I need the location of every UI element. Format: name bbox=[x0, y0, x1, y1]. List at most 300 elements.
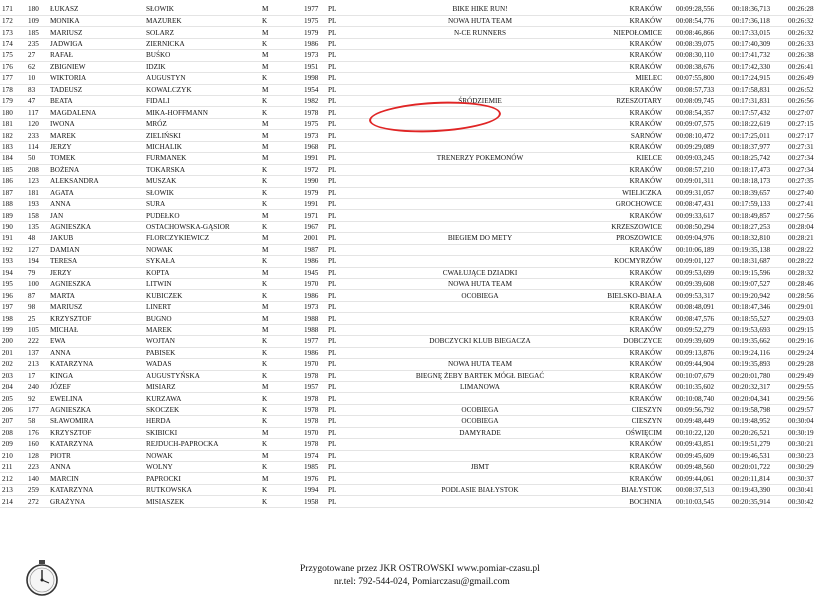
place-cell: 214 bbox=[0, 496, 28, 507]
table-row bbox=[0, 198, 812, 209]
city-cell: RZESZOTARY bbox=[600, 96, 676, 107]
bib-cell: 87 bbox=[28, 290, 50, 301]
first-name-cell: AGNIESZKA bbox=[50, 404, 146, 415]
city-cell: KRAKÓW bbox=[600, 313, 676, 324]
bib-cell: 114 bbox=[28, 141, 50, 152]
split-time-cell: 00:10:08,740 bbox=[676, 393, 732, 404]
place-cell: 178 bbox=[0, 84, 28, 95]
last-name-cell: WADAS bbox=[146, 359, 262, 370]
club-cell: ŚRÓDZIEMIE bbox=[360, 96, 600, 107]
net-time-cell: 00:20:04,341 bbox=[732, 393, 788, 404]
birth-year-cell: 1945 bbox=[304, 267, 328, 278]
nationality-cell: PL bbox=[328, 336, 360, 347]
place-cell: 186 bbox=[0, 176, 28, 187]
bib-cell: 137 bbox=[28, 347, 50, 358]
birth-year-cell: 1987 bbox=[304, 244, 328, 255]
table-row bbox=[0, 38, 812, 49]
last-name-cell: SŁOWIK bbox=[146, 187, 262, 198]
table-row bbox=[0, 427, 812, 438]
club-cell bbox=[360, 198, 600, 209]
table-row bbox=[0, 496, 812, 507]
bib-cell: 233 bbox=[28, 130, 50, 141]
first-name-cell: ALEKSANDRA bbox=[50, 176, 146, 187]
net-time-cell: 00:19:15,596 bbox=[732, 267, 788, 278]
nationality-cell: PL bbox=[328, 107, 360, 118]
gun-time-cell: 00:29:16 bbox=[788, 337, 814, 346]
bib-cell: 109 bbox=[28, 15, 50, 26]
bib-cell: 158 bbox=[28, 210, 50, 221]
split-time-cell: 00:08:39,075 bbox=[676, 38, 732, 49]
place-cell: 201 bbox=[0, 347, 28, 358]
net-time-cell: 00:19:51,279 bbox=[732, 439, 788, 450]
last-name-cell: MRÓZ bbox=[146, 118, 262, 129]
birth-year-cell: 1973 bbox=[304, 130, 328, 141]
place-cell: 213 bbox=[0, 484, 28, 495]
split-time-cell: 00:09:04,976 bbox=[676, 233, 732, 244]
gun-time-cell: 00:27:40 bbox=[788, 188, 814, 197]
table-row bbox=[0, 256, 812, 267]
last-name-cell: MAZUREK bbox=[146, 15, 262, 26]
sex-cell: K bbox=[262, 404, 304, 415]
table-row bbox=[0, 359, 812, 370]
net-time-cell: 00:20:32,317 bbox=[732, 381, 788, 392]
sex-cell: K bbox=[262, 496, 304, 507]
table-row bbox=[0, 450, 812, 461]
sex-cell: K bbox=[262, 221, 304, 232]
city-cell: KRAKÓW bbox=[600, 301, 676, 312]
last-name-cell: FLORCZYKIEWICZ bbox=[146, 233, 262, 244]
city-cell: MIELEC bbox=[600, 73, 676, 84]
place-cell: 175 bbox=[0, 50, 28, 61]
last-name-cell: BUGNO bbox=[146, 313, 262, 324]
place-cell: 207 bbox=[0, 416, 28, 427]
club-cell: OCOBIEGA bbox=[360, 416, 600, 427]
city-cell: KRAKÓW bbox=[600, 279, 676, 290]
city-cell: BOCHNIA bbox=[600, 496, 676, 507]
gun-time-cell: 00:28:21 bbox=[788, 234, 814, 243]
sex-cell: M bbox=[262, 473, 304, 484]
net-time-cell: 00:20:11,814 bbox=[732, 473, 788, 484]
place-cell: 209 bbox=[0, 439, 28, 450]
place-cell: 212 bbox=[0, 473, 28, 484]
place-cell: 208 bbox=[0, 427, 28, 438]
last-name-cell: AUGUSTYN bbox=[146, 73, 262, 84]
birth-year-cell: 1967 bbox=[304, 221, 328, 232]
bib-cell: 235 bbox=[28, 38, 50, 49]
club-cell bbox=[360, 450, 600, 461]
sex-cell: K bbox=[262, 176, 304, 187]
first-name-cell: JERZY bbox=[50, 141, 146, 152]
place-cell: 177 bbox=[0, 73, 28, 84]
gun-time-cell: 00:26:56 bbox=[788, 97, 814, 106]
last-name-cell: SURA bbox=[146, 198, 262, 209]
net-time-cell: 00:17:33,015 bbox=[732, 27, 788, 38]
city-cell: BIAŁYSTOK bbox=[600, 484, 676, 495]
place-cell: 210 bbox=[0, 450, 28, 461]
last-name-cell: MIKA-HOFFMANN bbox=[146, 107, 262, 118]
sex-cell: K bbox=[262, 370, 304, 381]
first-name-cell: MONIKA bbox=[50, 15, 146, 26]
club-cell bbox=[360, 221, 600, 232]
sex-cell: M bbox=[262, 450, 304, 461]
first-name-cell: BOŻENA bbox=[50, 164, 146, 175]
club-cell: OCOBIEGA bbox=[360, 290, 600, 301]
sex-cell: K bbox=[262, 347, 304, 358]
split-time-cell: 00:09:01,127 bbox=[676, 256, 732, 267]
birth-year-cell: 1973 bbox=[304, 50, 328, 61]
first-name-cell: MAGDALENA bbox=[50, 107, 146, 118]
gun-time-cell: 00:30:42 bbox=[788, 497, 814, 506]
place-cell: 203 bbox=[0, 370, 28, 381]
sex-cell: M bbox=[262, 427, 304, 438]
sex-cell: M bbox=[262, 210, 304, 221]
club-cell: LIMANOWA bbox=[360, 381, 600, 392]
last-name-cell: PABISEK bbox=[146, 347, 262, 358]
gun-time-cell: 00:29:03 bbox=[788, 314, 814, 323]
sex-cell: K bbox=[262, 279, 304, 290]
nationality-cell: PL bbox=[328, 473, 360, 484]
place-cell: 185 bbox=[0, 164, 28, 175]
birth-year-cell: 1954 bbox=[304, 84, 328, 95]
birth-year-cell: 1991 bbox=[304, 153, 328, 164]
city-cell: KRAKÓW bbox=[600, 118, 676, 129]
place-cell: 194 bbox=[0, 267, 28, 278]
last-name-cell: WOLNY bbox=[146, 462, 262, 473]
city-cell: OŚWIĘCIM bbox=[600, 427, 676, 438]
gun-time-cell: 00:27:34 bbox=[788, 154, 814, 163]
first-name-cell: KATARZYNA bbox=[50, 484, 146, 495]
net-time-cell: 00:20:01,722 bbox=[732, 462, 788, 473]
table-row bbox=[0, 233, 812, 244]
birth-year-cell: 1958 bbox=[304, 496, 328, 507]
table-row bbox=[0, 393, 812, 404]
nationality-cell: PL bbox=[328, 290, 360, 301]
nationality-cell: PL bbox=[328, 153, 360, 164]
split-time-cell: 00:09:53,317 bbox=[676, 290, 732, 301]
place-cell: 200 bbox=[0, 336, 28, 347]
birth-year-cell: 1978 bbox=[304, 393, 328, 404]
bib-cell: 98 bbox=[28, 301, 50, 312]
split-time-cell: 00:10:07,679 bbox=[676, 370, 732, 381]
nationality-cell: PL bbox=[328, 313, 360, 324]
gun-time-cell: 00:27:56 bbox=[788, 211, 814, 220]
bib-cell: 140 bbox=[28, 473, 50, 484]
club-cell bbox=[360, 73, 600, 84]
last-name-cell: FIDALI bbox=[146, 96, 262, 107]
sex-cell: K bbox=[262, 393, 304, 404]
gun-time-cell: 00:28:56 bbox=[788, 291, 814, 300]
place-cell: 182 bbox=[0, 130, 28, 141]
city-cell: KRAKÓW bbox=[600, 359, 676, 370]
bib-cell: 83 bbox=[28, 84, 50, 95]
nationality-cell: PL bbox=[328, 427, 360, 438]
split-time-cell: 00:09:07,575 bbox=[676, 118, 732, 129]
table-row bbox=[0, 50, 812, 61]
nationality-cell: PL bbox=[328, 73, 360, 84]
club-cell bbox=[360, 130, 600, 141]
gun-time-cell: 00:27:35 bbox=[788, 177, 814, 186]
split-time-cell: 00:08:37,513 bbox=[676, 484, 732, 495]
birth-year-cell: 1951 bbox=[304, 61, 328, 72]
birth-year-cell: 1974 bbox=[304, 450, 328, 461]
gun-time-cell: 00:29:01 bbox=[788, 303, 814, 312]
birth-year-cell: 1986 bbox=[304, 290, 328, 301]
last-name-cell: LINERT bbox=[146, 301, 262, 312]
bib-cell: 62 bbox=[28, 61, 50, 72]
net-time-cell: 00:19:20,942 bbox=[732, 290, 788, 301]
birth-year-cell: 1986 bbox=[304, 38, 328, 49]
bib-cell: 193 bbox=[28, 198, 50, 209]
city-cell: WIELICZKA bbox=[600, 187, 676, 198]
first-name-cell: AGATA bbox=[50, 187, 146, 198]
split-time-cell: 00:09:44,061 bbox=[676, 473, 732, 484]
sex-cell: M bbox=[262, 84, 304, 95]
city-cell: SARNÓW bbox=[600, 130, 676, 141]
sex-cell: K bbox=[262, 439, 304, 450]
sex-cell: M bbox=[262, 50, 304, 61]
bib-cell: 272 bbox=[28, 496, 50, 507]
sex-cell: M bbox=[262, 27, 304, 38]
bib-cell: 160 bbox=[28, 439, 50, 450]
nationality-cell: PL bbox=[328, 198, 360, 209]
nationality-cell: PL bbox=[328, 187, 360, 198]
nationality-cell: PL bbox=[328, 347, 360, 358]
last-name-cell: IDZIK bbox=[146, 61, 262, 72]
birth-year-cell: 1978 bbox=[304, 107, 328, 118]
gun-time-cell: 00:30:23 bbox=[788, 451, 814, 460]
first-name-cell: JAN bbox=[50, 210, 146, 221]
gun-time-cell: 00:30:21 bbox=[788, 440, 814, 449]
nationality-cell: PL bbox=[328, 164, 360, 175]
net-time-cell: 00:19:53,693 bbox=[732, 324, 788, 335]
first-name-cell: ŁUKASZ bbox=[50, 4, 146, 15]
first-name-cell: KINGA bbox=[50, 370, 146, 381]
split-time-cell: 00:09:03,245 bbox=[676, 153, 732, 164]
birth-year-cell: 1970 bbox=[304, 427, 328, 438]
first-name-cell: RAFAŁ bbox=[50, 50, 146, 61]
bib-cell: 185 bbox=[28, 27, 50, 38]
club-cell bbox=[360, 50, 600, 61]
gun-time-cell: 00:30:19 bbox=[788, 428, 814, 437]
last-name-cell: TOKARSKA bbox=[146, 164, 262, 175]
city-cell: KRAKÓW bbox=[600, 347, 676, 358]
last-name-cell: PAPROCKI bbox=[146, 473, 262, 484]
first-name-cell: AGNIESZKA bbox=[50, 279, 146, 290]
net-time-cell: 00:18:36,713 bbox=[732, 4, 788, 15]
nationality-cell: PL bbox=[328, 27, 360, 38]
gun-time-cell: 00:26:41 bbox=[788, 62, 814, 71]
city-cell: KRAKÓW bbox=[600, 450, 676, 461]
club-cell bbox=[360, 347, 600, 358]
sex-cell: M bbox=[262, 301, 304, 312]
gun-time-cell: 00:29:49 bbox=[788, 371, 814, 380]
place-cell: 198 bbox=[0, 313, 28, 324]
net-time-cell: 00:17:57,432 bbox=[732, 107, 788, 118]
first-name-cell: BEATA bbox=[50, 96, 146, 107]
sex-cell: M bbox=[262, 61, 304, 72]
bib-cell: 181 bbox=[28, 187, 50, 198]
table-row bbox=[0, 439, 812, 450]
gun-time-cell: 00:26:32 bbox=[788, 17, 814, 26]
birth-year-cell: 1986 bbox=[304, 256, 328, 267]
last-name-cell: SKOCZEK bbox=[146, 404, 262, 415]
birth-year-cell: 1975 bbox=[304, 15, 328, 26]
bib-cell: 10 bbox=[28, 73, 50, 84]
split-time-cell: 00:08:10,472 bbox=[676, 130, 732, 141]
table-row bbox=[0, 279, 812, 290]
table-row bbox=[0, 141, 812, 152]
nationality-cell: PL bbox=[328, 301, 360, 312]
city-cell: KRAKÓW bbox=[600, 462, 676, 473]
first-name-cell: EWELINA bbox=[50, 393, 146, 404]
first-name-cell: TOMEK bbox=[50, 153, 146, 164]
split-time-cell: 00:09:48,560 bbox=[676, 462, 732, 473]
split-time-cell: 00:08:57,210 bbox=[676, 164, 732, 175]
split-time-cell: 00:08:09,745 bbox=[676, 96, 732, 107]
city-cell: KRAKÓW bbox=[600, 84, 676, 95]
split-time-cell: 00:10:03,545 bbox=[676, 496, 732, 507]
table-row bbox=[0, 210, 812, 221]
bib-cell: 240 bbox=[28, 381, 50, 392]
club-cell: DOBCZYCKI KLUB BIEGACZA bbox=[360, 336, 600, 347]
bib-cell: 194 bbox=[28, 256, 50, 267]
nationality-cell: PL bbox=[328, 439, 360, 450]
net-time-cell: 00:18:37,977 bbox=[732, 141, 788, 152]
sex-cell: K bbox=[262, 484, 304, 495]
net-time-cell: 00:17:36,118 bbox=[732, 15, 788, 26]
footer-credits: Przygotowane przez JKR OSTROWSKI www.pomiar-czasu.pl bbox=[300, 564, 540, 574]
place-cell: 189 bbox=[0, 210, 28, 221]
net-time-cell: 00:19:24,116 bbox=[732, 347, 788, 358]
bib-cell: 120 bbox=[28, 118, 50, 129]
place-cell: 173 bbox=[0, 27, 28, 38]
sex-cell: K bbox=[262, 290, 304, 301]
first-name-cell: AGNIESZKA bbox=[50, 221, 146, 232]
table-row bbox=[0, 381, 812, 392]
birth-year-cell: 1978 bbox=[304, 416, 328, 427]
first-name-cell: PIOTR bbox=[50, 450, 146, 461]
place-cell: 180 bbox=[0, 107, 28, 118]
last-name-cell: MAREK bbox=[146, 324, 262, 335]
place-cell: 196 bbox=[0, 290, 28, 301]
split-time-cell: 00:09:52,279 bbox=[676, 324, 732, 335]
net-time-cell: 00:18:49,857 bbox=[732, 210, 788, 221]
sex-cell: M bbox=[262, 324, 304, 335]
first-name-cell: ZBIGNIEW bbox=[50, 61, 146, 72]
bib-cell: 259 bbox=[28, 484, 50, 495]
table-row bbox=[0, 61, 812, 72]
birth-year-cell: 2001 bbox=[304, 233, 328, 244]
sex-cell: M bbox=[262, 267, 304, 278]
place-cell: 183 bbox=[0, 141, 28, 152]
nationality-cell: PL bbox=[328, 324, 360, 335]
last-name-cell: RUTKOWSKA bbox=[146, 484, 262, 495]
nationality-cell: PL bbox=[328, 359, 360, 370]
club-cell bbox=[360, 439, 600, 450]
split-time-cell: 00:09:29,089 bbox=[676, 141, 732, 152]
birth-year-cell: 1982 bbox=[304, 96, 328, 107]
club-cell: BIKE HIKE RUN! bbox=[360, 4, 600, 15]
nationality-cell: PL bbox=[328, 118, 360, 129]
gun-time-cell: 00:29:57 bbox=[788, 406, 814, 415]
birth-year-cell: 1973 bbox=[304, 301, 328, 312]
gun-time-cell: 00:27:41 bbox=[788, 200, 814, 209]
bib-cell: 50 bbox=[28, 153, 50, 164]
nationality-cell: PL bbox=[328, 404, 360, 415]
club-cell bbox=[360, 313, 600, 324]
place-cell: 176 bbox=[0, 61, 28, 72]
bib-cell: 27 bbox=[28, 50, 50, 61]
birth-year-cell: 1986 bbox=[304, 347, 328, 358]
table-row bbox=[0, 84, 812, 95]
bib-cell: 180 bbox=[28, 4, 50, 15]
split-time-cell: 00:08:54,357 bbox=[676, 107, 732, 118]
gun-time-cell: 00:28:04 bbox=[788, 223, 814, 232]
place-cell: 181 bbox=[0, 118, 28, 129]
birth-year-cell: 1972 bbox=[304, 164, 328, 175]
last-name-cell: ZIELIŃSKI bbox=[146, 130, 262, 141]
footer-contact: nr.tel: 792-544-024, Pomiarczasu@gmail.com bbox=[334, 577, 510, 587]
club-cell bbox=[360, 301, 600, 312]
net-time-cell: 00:17:58,831 bbox=[732, 84, 788, 95]
club-cell bbox=[360, 187, 600, 198]
net-time-cell: 00:20:35,914 bbox=[732, 496, 788, 507]
sex-cell: K bbox=[262, 96, 304, 107]
gun-time-cell: 00:30:29 bbox=[788, 463, 814, 472]
net-time-cell: 00:18:32,810 bbox=[732, 233, 788, 244]
net-time-cell: 00:18:27,253 bbox=[732, 221, 788, 232]
first-name-cell: MICHAŁ bbox=[50, 324, 146, 335]
club-cell: JBMT bbox=[360, 462, 600, 473]
net-time-cell: 00:19:35,138 bbox=[732, 244, 788, 255]
place-cell: 206 bbox=[0, 404, 28, 415]
net-time-cell: 00:17:25,011 bbox=[732, 130, 788, 141]
last-name-cell: HERDA bbox=[146, 416, 262, 427]
gun-time-cell: 00:29:15 bbox=[788, 325, 814, 334]
net-time-cell: 00:20:26,521 bbox=[732, 427, 788, 438]
first-name-cell: MARIUSZ bbox=[50, 301, 146, 312]
birth-year-cell: 1979 bbox=[304, 27, 328, 38]
net-time-cell: 00:19:43,390 bbox=[732, 484, 788, 495]
city-cell: KRAKÓW bbox=[600, 4, 676, 15]
stopwatch-icon bbox=[22, 559, 62, 597]
club-cell: BIEGIEM DO METY bbox=[360, 233, 600, 244]
table-row bbox=[0, 244, 812, 255]
first-name-cell: KRZYSZTOF bbox=[50, 427, 146, 438]
split-time-cell: 00:08:30,110 bbox=[676, 50, 732, 61]
bib-cell: 177 bbox=[28, 404, 50, 415]
first-name-cell: MARCIN bbox=[50, 473, 146, 484]
place-cell: 171 bbox=[0, 4, 28, 15]
bib-cell: 79 bbox=[28, 267, 50, 278]
place-cell: 202 bbox=[0, 359, 28, 370]
place-cell: 187 bbox=[0, 187, 28, 198]
birth-year-cell: 1977 bbox=[304, 4, 328, 15]
sex-cell: K bbox=[262, 256, 304, 267]
place-cell: 211 bbox=[0, 462, 28, 473]
sex-cell: K bbox=[262, 73, 304, 84]
last-name-cell: SKIBICKI bbox=[146, 427, 262, 438]
club-cell bbox=[360, 473, 600, 484]
nationality-cell: PL bbox=[328, 267, 360, 278]
first-name-cell: ANNA bbox=[50, 198, 146, 209]
city-cell: CIESZYN bbox=[600, 416, 676, 427]
table-row bbox=[0, 416, 812, 427]
net-time-cell: 00:19:48,952 bbox=[732, 416, 788, 427]
first-name-cell: KATARZYNA bbox=[50, 359, 146, 370]
nationality-cell: PL bbox=[328, 462, 360, 473]
bib-cell: 213 bbox=[28, 359, 50, 370]
